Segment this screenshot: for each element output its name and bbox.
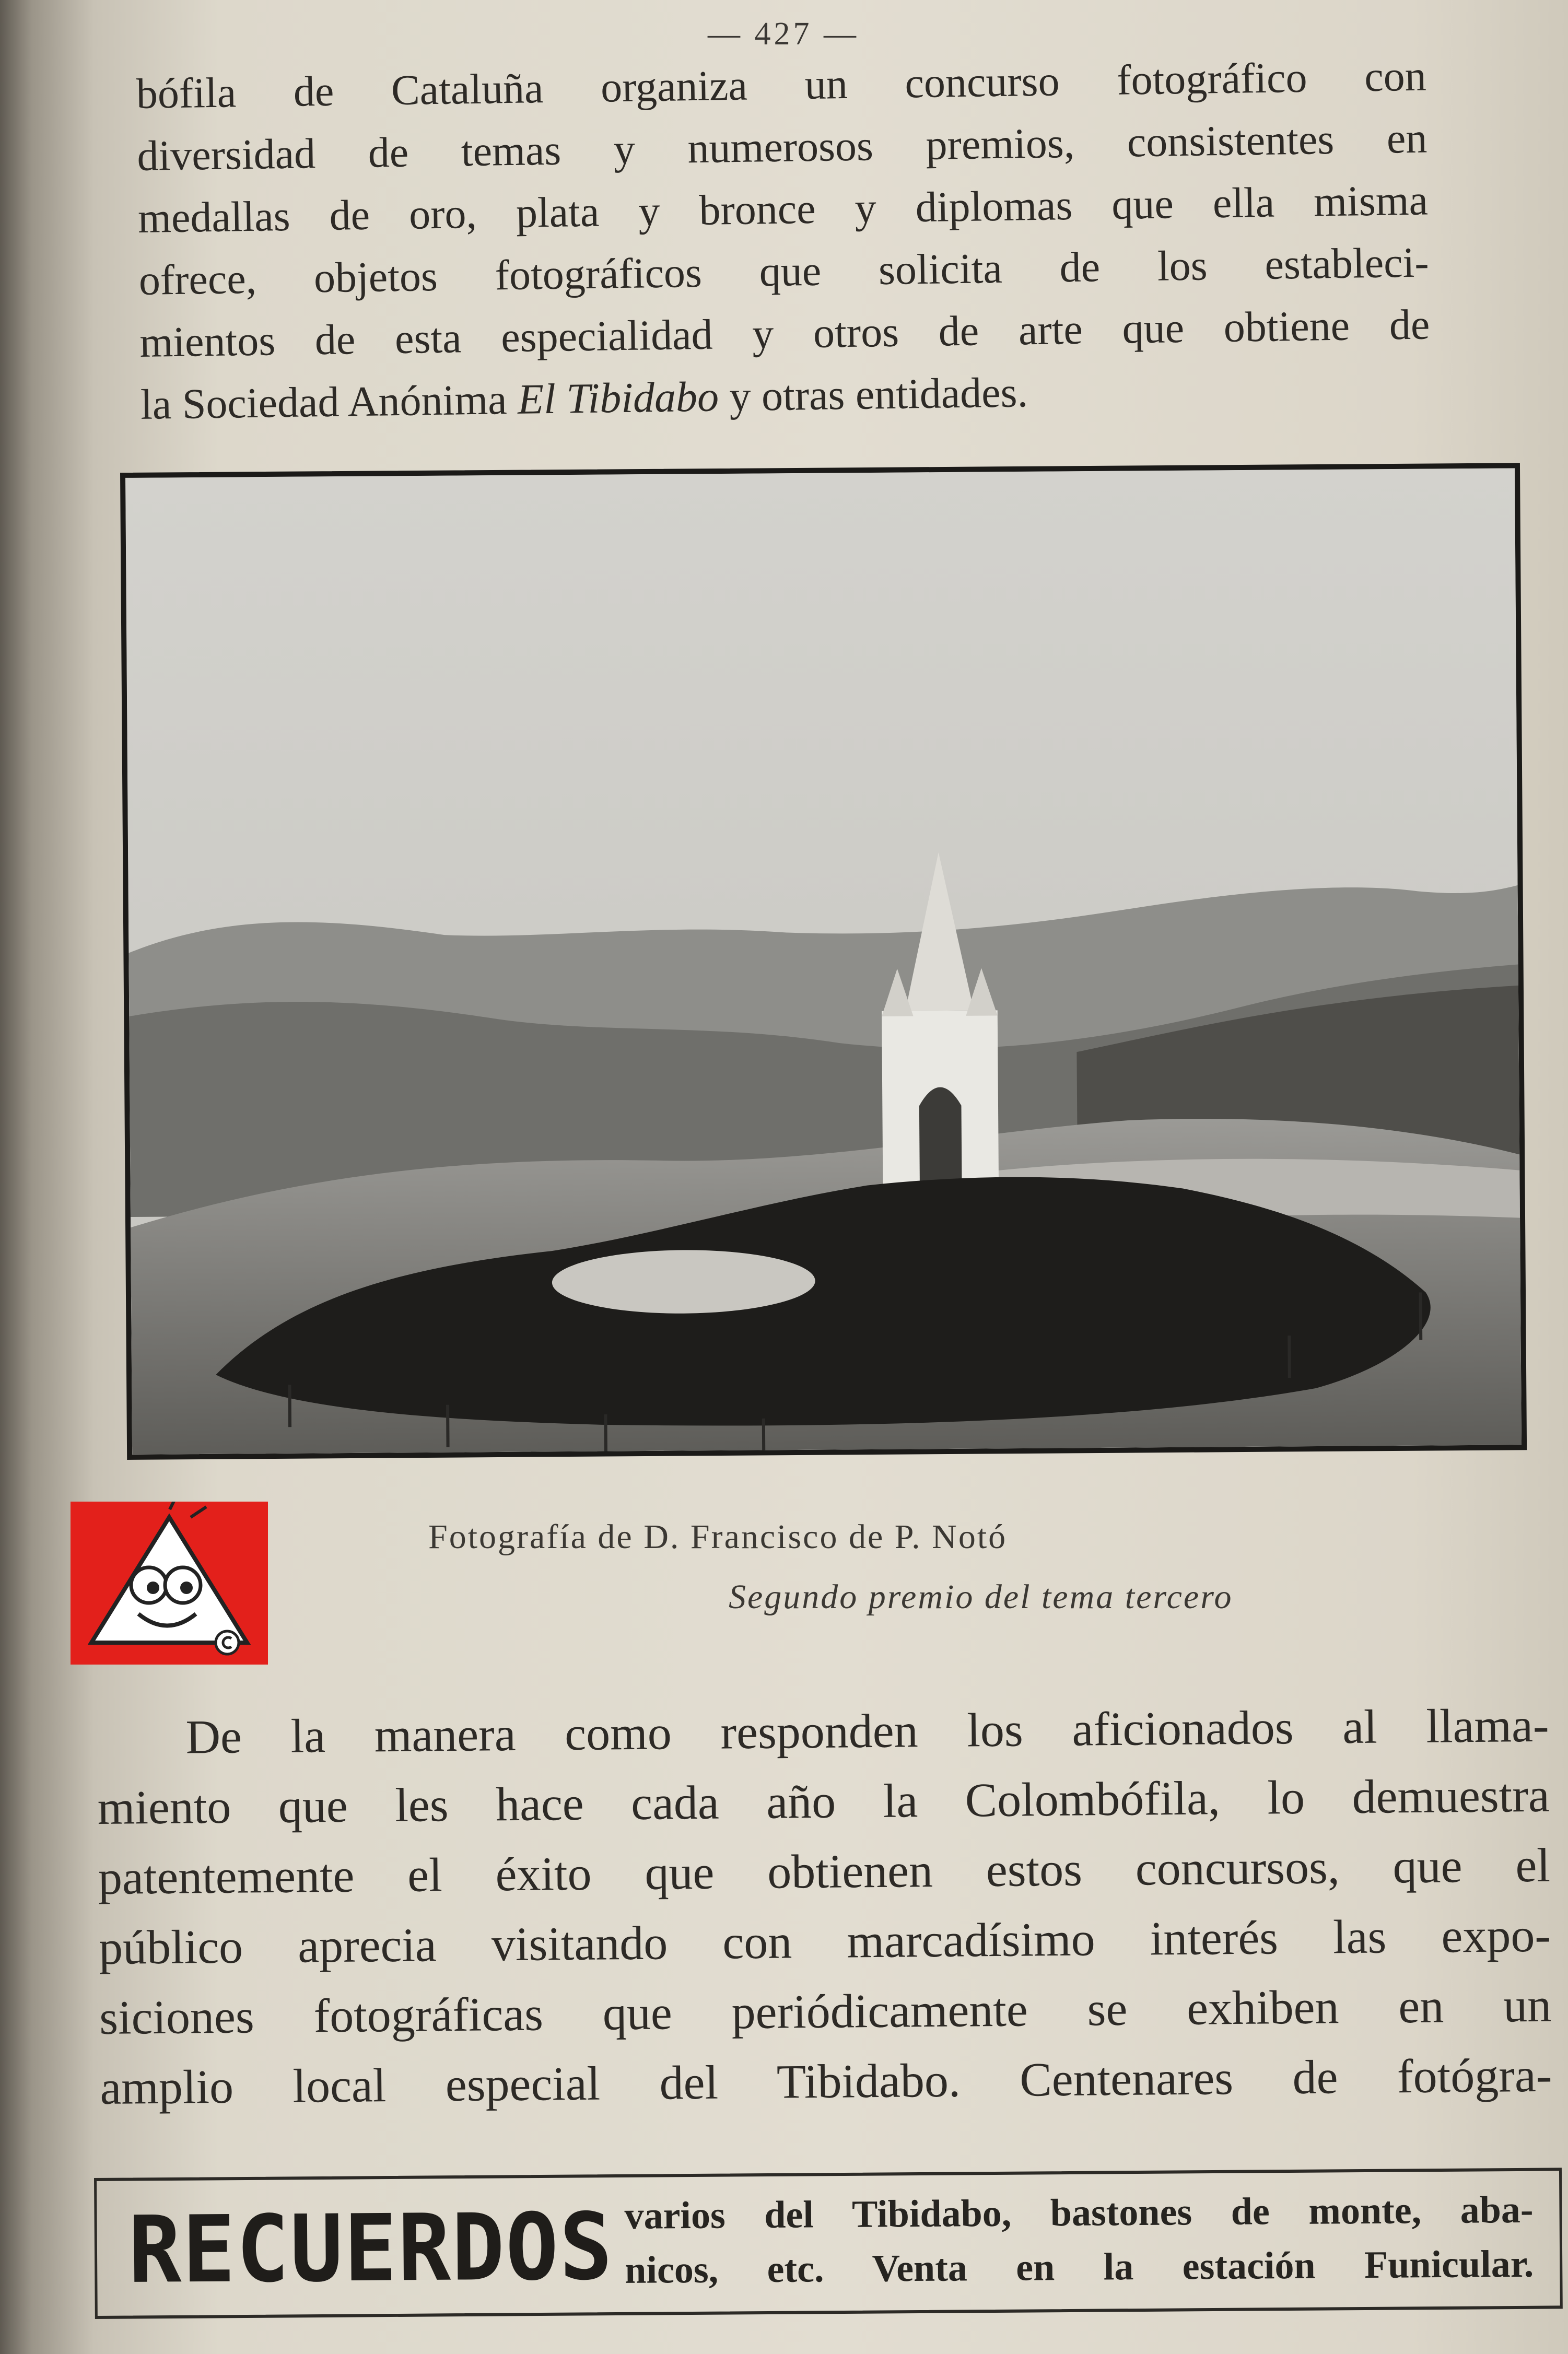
top-paragraph-line: ofrece, objetos fotográficos que solicita de los estableci- [138, 238, 1430, 304]
top-paragraph-line: diversidad de temas y numerosos premios, consistentes en [136, 114, 1427, 180]
bottom-paragraph-line: De la manera como responden los aficionados al llama- [185, 1698, 1549, 1764]
publication-name-italic: El Tibidabo [517, 372, 719, 423]
cartoon-triangle-face-icon [71, 1502, 268, 1665]
advertisement-line: varios del Tibidabo, bastones de monte, aba- [624, 2188, 1534, 2238]
photo-caption-prize: Segundo premio del tema tercero [729, 1578, 1233, 1616]
bottom-paragraph-line: amplio local especial del Tibidabo. Centenares de fotógra- [99, 2048, 1552, 2114]
top-paragraph [136, 45, 1431, 436]
bottom-paragraph-line: siciones fotográficas que periódicamente se exhiben en un [99, 1978, 1552, 2044]
photo-caption-author: Fotografía de D. Francisco de P. Notó [428, 1518, 1008, 1556]
bottom-paragraph-line: miento que les hace cada año la Colombófila, lo demuestra [97, 1768, 1550, 1834]
advertisement-title: RECUERDOS [128, 2193, 614, 2304]
bottom-paragraph [97, 1690, 1552, 2123]
page-number: — 427 — [708, 16, 859, 52]
advertisement-text [624, 2183, 1534, 2298]
top-paragraph-line: medallas de oro, plata y bronce y diplomas que ella misma [137, 176, 1429, 242]
advertisement-line: nicos, etc. Venta en la estación Funicular. [624, 2242, 1534, 2292]
photograph-illustration [125, 468, 1522, 1455]
top-paragraph-line: bófila de Cataluña organiza un concurso fotográfico con [136, 52, 1427, 118]
bottom-paragraph-line: patentemente el éxito que obtienen estos concursos, que el [98, 1838, 1551, 1904]
crowd-at-chapel-photograph [120, 463, 1527, 1460]
top-paragraph-line: mientos de esta especialidad y otros de arte que obtiene de [139, 300, 1430, 366]
watermark-logo [71, 1502, 268, 1665]
advertisement-box [94, 2168, 1563, 2319]
last-line-end: y otras entidades. [718, 368, 1028, 420]
bottom-paragraph-line: público aprecia visitando con marcadísimo interés las expo- [98, 1908, 1551, 1974]
last-line-start: la Sociedad Anónima [140, 375, 518, 428]
